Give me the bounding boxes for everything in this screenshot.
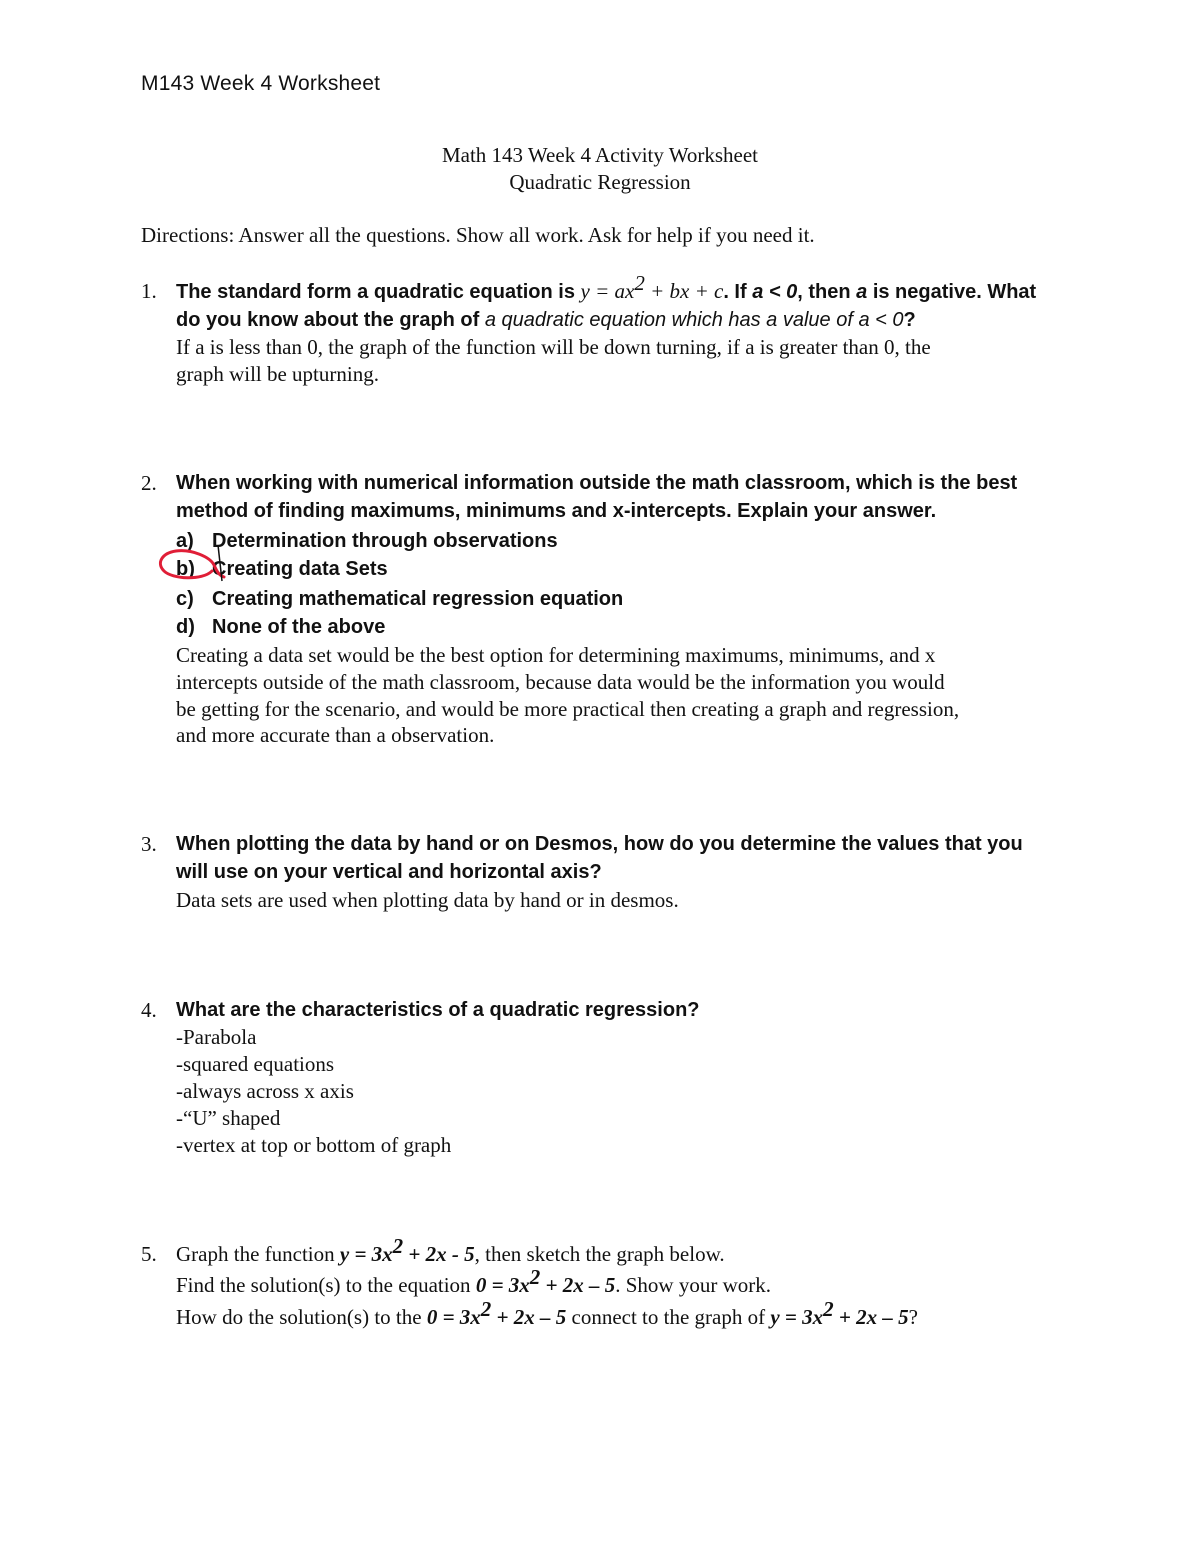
directions: Directions: Answer all the questions. Show all work. Ask for help if you need it.: [141, 223, 815, 247]
document-header: M143 Week 4 Worksheet: [141, 72, 381, 95]
q5-equation: 0 = 3x: [475, 1273, 530, 1297]
question-5-line-2: [176, 1265, 771, 1299]
answer-1-line-1: If a is less than 0, the graph of the function will be down turning, if a is greater than 0, the: [176, 335, 931, 359]
q5-text: Graph the function: [176, 1242, 340, 1266]
q5-equation: + 2x – 5: [540, 1273, 616, 1297]
q1-text: The standard form a quadratic equation is: [176, 281, 581, 303]
q5-exponent: 2: [823, 1297, 834, 1321]
q5-exponent: 2: [480, 1297, 492, 1321]
option-letter: c): [176, 588, 194, 610]
answer-4-item: -always across x axis: [176, 1079, 354, 1103]
answer-2-line-1: Creating a data set would be the best option for determining maximums, minimums, and x: [176, 643, 936, 667]
q1-text: do you know about the graph of: [176, 309, 485, 331]
q1-text: , then: [797, 281, 857, 303]
q5-equation: 0 = 3x: [426, 1305, 481, 1329]
answer-4-item: -squared equations: [176, 1052, 335, 1076]
option-text: Creating data Sets: [212, 558, 388, 580]
q5-text: , then sketch the graph below.: [474, 1242, 725, 1266]
question-3-number: 3.: [141, 832, 157, 856]
q1-text: ?: [903, 309, 916, 331]
q5-equation: + 2x – 5: [491, 1305, 567, 1329]
option-b: [176, 555, 388, 583]
answer-2-line-4: and more accurate than a observation.: [176, 723, 495, 747]
q1-text: is negative. What: [867, 281, 1037, 303]
question-2-number: 2.: [141, 471, 157, 495]
q5-text: Find the solution(s) to the equation: [176, 1273, 476, 1297]
question-5-line-3: [176, 1297, 918, 1331]
option-letter: d): [176, 616, 195, 638]
question-3-line-1: When plotting the data by hand or on Desmos, how do you determine the values that you: [176, 833, 1023, 855]
q1-var: a: [856, 281, 868, 303]
q5-exponent: 2: [392, 1234, 404, 1258]
q1-italic-text: a quadratic equation which has a value of a < 0: [484, 309, 904, 331]
q5-text: ?: [908, 1305, 918, 1329]
q5-equation: + 2x - 5: [403, 1242, 475, 1266]
q1-exponent: 2: [634, 271, 645, 295]
option-a: [176, 527, 558, 555]
answer-1-line-2: graph will be upturning.: [176, 362, 379, 386]
worksheet-subtitle: Quadratic Regression: [509, 170, 691, 194]
question-3-line-2: will use on your vertical and horizontal axis?: [176, 861, 602, 883]
q1-condition: a < 0: [752, 281, 798, 303]
q5-text: connect to the graph of: [566, 1305, 771, 1329]
option-c: [176, 585, 623, 613]
question-1-line-1: [176, 271, 1037, 306]
answer-4-item: -vertex at top or bottom of graph: [176, 1133, 452, 1157]
question-2-line-2: method of finding maximums, minimums and x-intercepts. Explain your answer.: [176, 500, 937, 522]
option-text: None of the above: [212, 616, 386, 638]
answer-2-line-3: be getting for the scenario, and would be more practical then creating a graph and regression,: [176, 697, 960, 721]
q1-eq-part: y = ax: [580, 279, 635, 303]
q1-text: . If: [723, 281, 753, 303]
question-4-number: 4.: [141, 998, 157, 1022]
q5-exponent: 2: [529, 1265, 541, 1289]
q5-text: How do the solution(s) to the: [176, 1305, 427, 1329]
answer-4-item: -Parabola: [176, 1025, 257, 1049]
q5-equation: y = 3x: [770, 1305, 824, 1329]
question-2-line-1: When working with numerical information outside the math classroom, which is the best: [176, 472, 1018, 494]
option-letter: b): [176, 558, 195, 580]
q1-eq-part: + bx + c: [644, 279, 724, 303]
option-text: Determination through observations: [212, 530, 558, 552]
answer-4-item: -“U” shaped: [176, 1106, 281, 1130]
q5-equation: y = 3x: [339, 1242, 393, 1266]
option-letter: a): [176, 530, 194, 552]
q5-text: . Show your work.: [615, 1273, 771, 1297]
q5-equation: + 2x – 5: [833, 1305, 909, 1329]
answer-2-line-2: intercepts outside of the math classroom, because data would be the information you would: [176, 670, 945, 694]
question-5-line-1: [176, 1234, 725, 1268]
question-4-line-1: What are the characteristics of a quadratic regression?: [176, 999, 700, 1021]
option-text: Creating mathematical regression equation: [212, 588, 624, 610]
question-1-number: 1.: [141, 279, 157, 303]
question-1-line-2: [176, 305, 916, 334]
question-5-number: 5.: [141, 1242, 157, 1266]
worksheet-title: Math 143 Week 4 Activity Worksheet: [441, 143, 759, 167]
answer-3: Data sets are used when plotting data by hand or in desmos.: [176, 888, 679, 912]
option-d: [176, 613, 385, 641]
